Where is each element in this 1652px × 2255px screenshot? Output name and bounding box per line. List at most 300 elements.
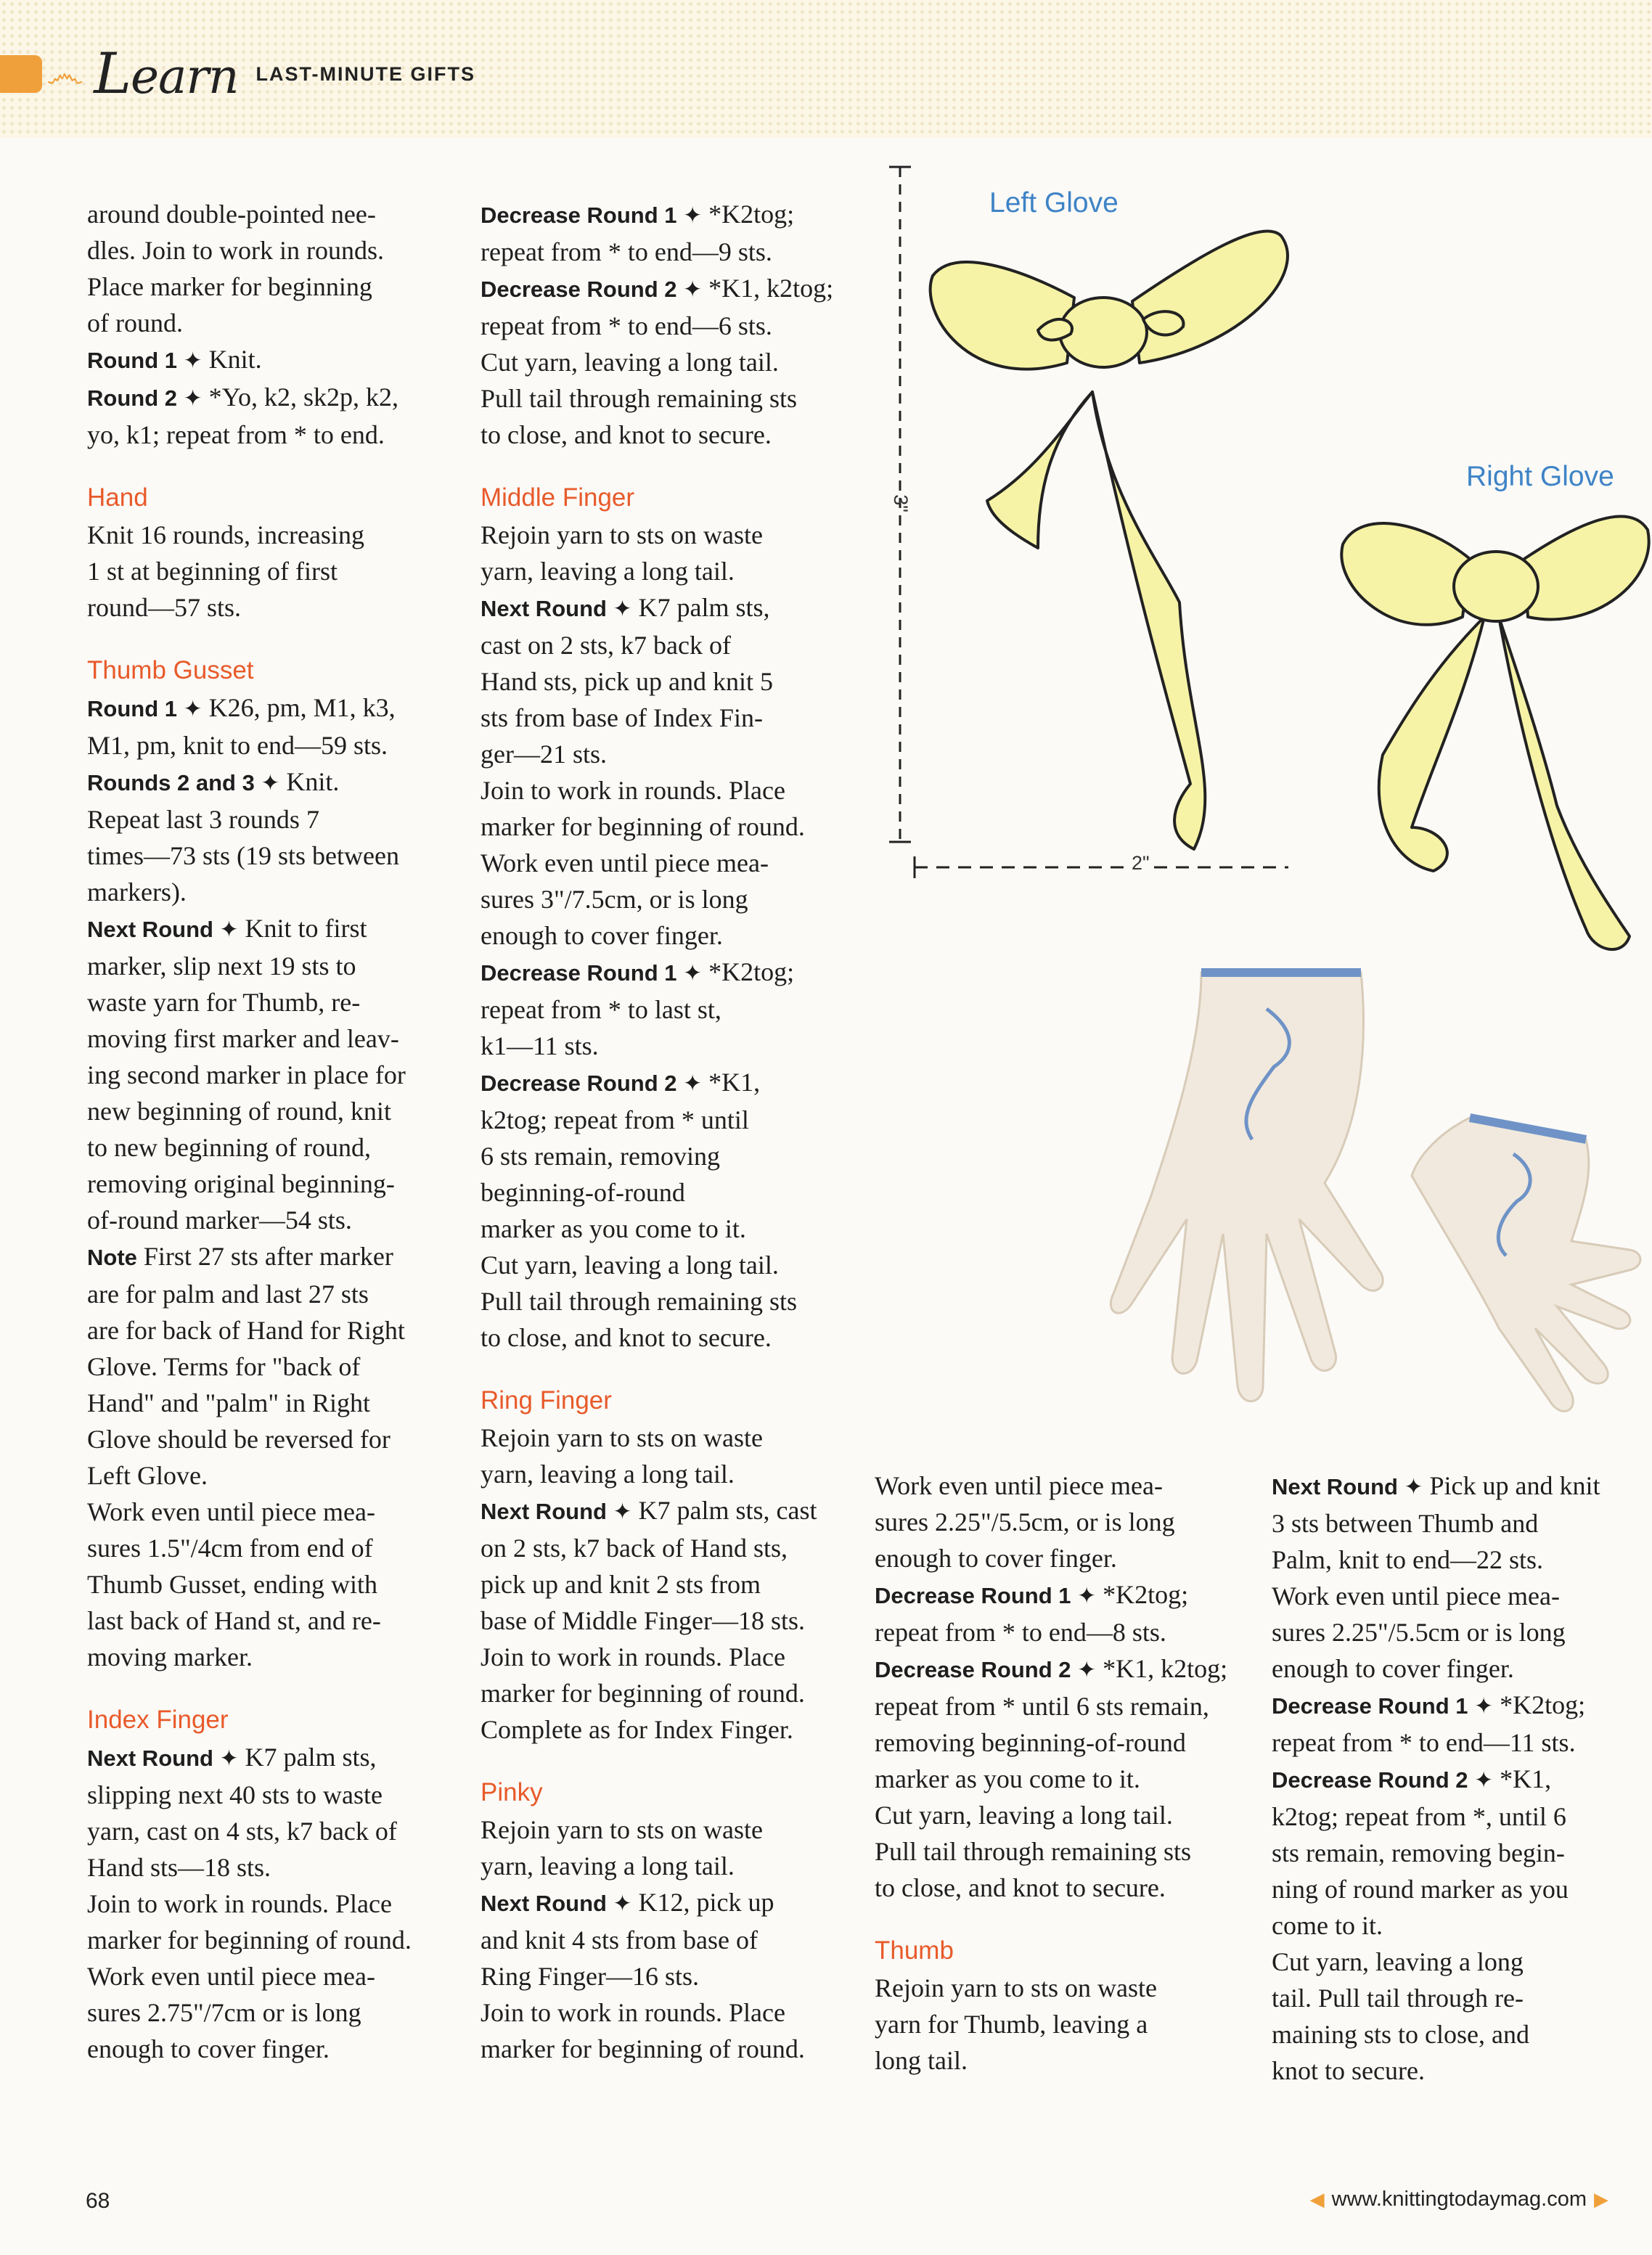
line-text: Work even until piece mea- xyxy=(875,1471,1163,1500)
line-text: K7 palm sts, xyxy=(638,593,770,622)
line-text: Ring Finger xyxy=(481,1386,612,1415)
instruction-label: Note xyxy=(87,1245,137,1270)
line-text: Glove. Terms for "back of xyxy=(87,1352,361,1381)
line-text: yarn for Thumb, leaving a xyxy=(875,2010,1148,2039)
text-line xyxy=(1272,1761,1631,1798)
line-text: moving first marker and leav- xyxy=(87,1024,399,1053)
text-line xyxy=(481,1456,858,1492)
text-line xyxy=(481,663,858,700)
line-text: dles. Join to work in rounds. xyxy=(87,236,384,265)
section-heading xyxy=(87,479,450,517)
line-text: ger—21 sts. xyxy=(481,740,607,769)
text-line xyxy=(1272,1578,1631,1614)
line-text: markers). xyxy=(87,877,187,906)
website-url: www.knittingtodaymag.com xyxy=(1331,2188,1587,2211)
line-text: ning of round marker as you xyxy=(1272,1875,1569,1904)
line-text: Pinky xyxy=(481,1778,543,1806)
line-text: Hand sts, pick up and knit 5 xyxy=(481,667,773,696)
line-text: to close, and knot to secure. xyxy=(481,1323,772,1352)
left-bow xyxy=(931,231,1288,849)
text-line xyxy=(481,196,858,234)
line-text: sures 2.25"/5.5cm or is long xyxy=(1272,1618,1566,1647)
text-line xyxy=(481,845,858,881)
text-line xyxy=(87,517,450,553)
text-line xyxy=(1272,2053,1631,2089)
line-text: Left Glove. xyxy=(87,1461,208,1490)
line-text: Rejoin yarn to sts on waste xyxy=(875,1973,1157,2002)
line-text: waste yarn for Thumb, re- xyxy=(87,988,361,1017)
text-line xyxy=(481,1848,858,1884)
instruction-label: Round 2 ✦ xyxy=(87,385,203,411)
line-text: enough to cover finger. xyxy=(1272,1654,1514,1683)
line-text: slipping next 40 sts to waste xyxy=(87,1780,383,1809)
text-line xyxy=(87,589,450,626)
text-line xyxy=(481,1675,858,1711)
text-line xyxy=(875,1504,1245,1540)
line-text: Middle Finger xyxy=(481,483,635,512)
line-text: repeat from * to end—8 sts. xyxy=(875,1618,1166,1647)
text-line xyxy=(87,689,450,727)
text-line xyxy=(875,2042,1245,2079)
footer-url xyxy=(1303,2188,1616,2211)
line-text: K12, pick up xyxy=(638,1888,774,1917)
text-line xyxy=(481,1492,858,1530)
text-line xyxy=(481,1958,858,1994)
text-line xyxy=(87,1494,450,1530)
text-line xyxy=(481,589,858,627)
line-text: yarn, cast on 4 sts, k7 back of xyxy=(87,1817,397,1846)
line-text: Knit. xyxy=(286,767,340,796)
text-line xyxy=(481,1174,858,1211)
line-text: maining sts to close, and xyxy=(1272,2020,1529,2049)
text-line xyxy=(87,910,450,948)
text-line xyxy=(87,874,450,910)
text-line xyxy=(875,1833,1245,1870)
line-text: Thumb Gusset xyxy=(87,656,254,684)
instruction-label: Decrease Round 2 ✦ xyxy=(481,277,703,302)
line-text: Hand" and "palm" in Right xyxy=(87,1388,371,1417)
line-text: marker for beginning of round. xyxy=(87,1925,412,1955)
text-line xyxy=(875,1614,1245,1650)
instruction-label: Decrease Round 1 ✦ xyxy=(1272,1693,1494,1719)
line-text: *K1, xyxy=(1500,1764,1552,1793)
instruction-label: Next Round ✦ xyxy=(481,1891,632,1916)
instruction-label: Decrease Round 2 ✦ xyxy=(481,1071,703,1096)
line-text: round—57 sts. xyxy=(87,593,242,622)
arrow-right-icon: ▶ xyxy=(1594,2188,1608,2210)
text-line xyxy=(1272,1505,1631,1542)
line-text: *K2tog; xyxy=(708,957,795,986)
line-text: Join to work in rounds. Place xyxy=(87,1889,392,1918)
text-line xyxy=(87,801,450,838)
line-text: are for palm and last 27 sts xyxy=(87,1280,369,1309)
text-line xyxy=(87,838,450,874)
line-text: M1, pm, knit to end—59 sts. xyxy=(87,731,388,760)
section-logo: Learn xyxy=(94,41,239,107)
glove-illustration xyxy=(860,152,1651,1459)
section-heading xyxy=(481,479,858,517)
line-text: times—73 sts (19 sts between xyxy=(87,841,399,870)
line-text: enough to cover finger. xyxy=(481,921,723,950)
line-text: Ring Finger—16 sts. xyxy=(481,1962,700,1991)
instruction-label: Decrease Round 1 ✦ xyxy=(481,960,703,986)
text-line xyxy=(87,379,450,417)
text-line xyxy=(87,1349,450,1385)
text-line xyxy=(87,269,450,305)
line-text: Pull tail through remaining sts xyxy=(875,1837,1191,1866)
text-line xyxy=(87,305,450,341)
text-line xyxy=(481,380,858,417)
text-line xyxy=(1272,1650,1631,1687)
section-heading xyxy=(875,1932,1245,1970)
line-text: tail. Pull tail through re- xyxy=(1272,1984,1524,2013)
line-text: *K2tog; xyxy=(1500,1690,1586,1719)
text-line xyxy=(87,1312,450,1349)
line-text: base of Middle Finger—18 sts. xyxy=(481,1606,805,1635)
text-line xyxy=(1272,1980,1631,2016)
instruction-label: Rounds 2 and 3 ✦ xyxy=(87,770,280,795)
line-text: *K1, k2tog; xyxy=(1103,1654,1228,1683)
line-text: marker for beginning of round. xyxy=(481,1679,805,1708)
line-text: *K2tog; xyxy=(1103,1580,1189,1609)
line-text: sures 2.25"/5.5cm, or is long xyxy=(875,1507,1175,1536)
line-text: yarn, leaving a long tail. xyxy=(481,1460,735,1489)
right-bow xyxy=(1341,516,1648,949)
text-line xyxy=(481,553,858,589)
text-line xyxy=(1272,2016,1631,2053)
line-text: K7 palm sts, cast xyxy=(638,1496,817,1525)
section-title: LAST-MINUTE GIFTS xyxy=(255,62,475,85)
instruction-label: Round 1 ✦ xyxy=(87,696,203,721)
line-text: Cut yarn, leaving a long tail. xyxy=(481,1251,779,1280)
line-text: Pick up and knit xyxy=(1429,1471,1600,1500)
height-measure: 3" xyxy=(889,494,912,512)
line-text: ing second marker in place for xyxy=(87,1060,406,1089)
text-line xyxy=(87,1530,450,1566)
line-text: Cut yarn, leaving a long xyxy=(1272,1947,1524,1976)
line-text: First 27 sts after marker xyxy=(143,1242,393,1271)
line-text: Palm, knit to end—22 sts. xyxy=(1272,1545,1544,1574)
text-line xyxy=(87,341,450,379)
text-line xyxy=(87,1421,450,1457)
line-text: Rejoin yarn to sts on waste xyxy=(481,520,763,549)
text-line xyxy=(1272,1944,1631,1980)
line-text: *K1, xyxy=(708,1068,761,1097)
text-line xyxy=(87,1603,450,1639)
page-header xyxy=(0,41,475,107)
line-text: cast on 2 sts, k7 back of xyxy=(481,631,731,660)
text-line xyxy=(87,1129,450,1166)
text-line xyxy=(481,1247,858,1283)
left-glove xyxy=(1111,973,1383,1401)
text-line xyxy=(87,1994,450,2031)
text-line xyxy=(481,1319,858,1356)
line-text: pick up and knit 2 sts from xyxy=(481,1570,761,1599)
line-text: K26, pm, M1, k3, xyxy=(208,693,396,722)
instruction-label: Next Round ✦ xyxy=(481,596,632,621)
text-line xyxy=(87,1639,450,1675)
line-text: k2tog; repeat from * until xyxy=(481,1105,749,1134)
text-line xyxy=(875,1468,1245,1504)
line-text: *K2tog; xyxy=(708,200,795,229)
text-line xyxy=(481,1028,858,1064)
text-line xyxy=(87,1057,450,1093)
text-column-4 xyxy=(1272,1468,1631,2089)
line-text: repeat from * to last st, xyxy=(481,995,721,1024)
line-text: marker for beginning of round. xyxy=(481,812,805,841)
line-text: Pull tail through remaining sts xyxy=(481,384,797,413)
text-line xyxy=(481,1566,858,1603)
text-line xyxy=(87,1886,450,1922)
text-line xyxy=(87,1566,450,1603)
line-text: of round. xyxy=(87,308,183,337)
section-heading xyxy=(87,1701,450,1739)
text-line xyxy=(87,1922,450,1958)
line-text: K7 palm sts, xyxy=(245,1743,377,1772)
text-line xyxy=(87,727,450,764)
text-line xyxy=(875,1540,1245,1576)
text-line xyxy=(875,1797,1245,1833)
right-glove xyxy=(1412,1118,1640,1411)
text-line xyxy=(87,1020,450,1057)
text-line xyxy=(87,1813,450,1849)
text-line xyxy=(1272,1724,1631,1761)
text-line xyxy=(87,1958,450,1994)
line-text: long tail. xyxy=(875,2046,968,2075)
line-text: Repeat last 3 rounds 7 xyxy=(87,805,319,834)
line-text: Knit to first xyxy=(245,914,367,943)
line-text: repeat from * to end—9 sts. xyxy=(481,237,772,266)
text-line xyxy=(87,948,450,984)
line-text: *K1, k2tog; xyxy=(708,274,834,303)
instruction-label: Next Round ✦ xyxy=(87,917,239,942)
line-text: marker as you come to it. xyxy=(481,1214,746,1243)
line-text: sures 2.75"/7cm or is long xyxy=(87,1998,361,2027)
line-text: sures 3"/7.5cm, or is long xyxy=(481,885,748,914)
line-text: Place marker for beginning xyxy=(87,272,372,301)
line-text: Hand xyxy=(87,483,148,512)
text-line xyxy=(481,1639,858,1675)
line-text: sts remain, removing begin- xyxy=(1272,1838,1565,1867)
text-line xyxy=(481,1530,858,1566)
text-line xyxy=(481,700,858,736)
instruction-label: Round 1 ✦ xyxy=(87,348,203,373)
instruction-label: Decrease Round 1 ✦ xyxy=(481,202,703,228)
line-text: removing beginning-of-round xyxy=(875,1728,1186,1757)
text-line xyxy=(481,1283,858,1319)
line-text: last back of Hand st, and re- xyxy=(87,1606,381,1635)
text-line xyxy=(481,1711,858,1748)
line-text: 3 sts between Thumb and xyxy=(1272,1509,1539,1538)
text-line xyxy=(1272,1542,1631,1578)
text-line xyxy=(481,1064,858,1102)
text-line xyxy=(481,1102,858,1138)
line-text: Rejoin yarn to sts on waste xyxy=(481,1423,763,1452)
text-line xyxy=(481,1420,858,1456)
right-glove-label: Right Glove xyxy=(1466,461,1614,492)
text-line xyxy=(87,417,450,453)
line-text: of-round marker—54 sts. xyxy=(87,1206,352,1235)
line-text: Thumb xyxy=(875,1936,954,1965)
line-text: Knit 16 rounds, increasing xyxy=(87,520,364,549)
text-line xyxy=(1272,1468,1631,1505)
text-line xyxy=(1272,1614,1631,1650)
section-heading xyxy=(481,1774,858,1812)
text-line xyxy=(481,954,858,991)
text-line xyxy=(481,772,858,809)
text-line xyxy=(1272,1798,1631,1835)
line-text: Thumb Gusset, ending with xyxy=(87,1570,377,1599)
line-text: 6 sts remain, removing xyxy=(481,1142,720,1171)
text-line xyxy=(875,1761,1245,1797)
line-text: come to it. xyxy=(1272,1911,1383,1940)
text-line xyxy=(87,1093,450,1129)
instruction-label: Next Round ✦ xyxy=(481,1499,632,1524)
text-line xyxy=(1272,1871,1631,1907)
line-text: k2tog; repeat from *, until 6 xyxy=(1272,1802,1566,1831)
line-text: yarn, leaving a long tail. xyxy=(481,557,735,586)
line-text: enough to cover finger. xyxy=(87,2034,330,2063)
text-line xyxy=(87,2031,450,2067)
line-text: sures 1.5"/4cm from end of xyxy=(87,1534,373,1563)
swirl-icon: ෴ xyxy=(46,51,84,97)
text-line xyxy=(875,1724,1245,1761)
line-text: marker, slip next 19 sts to xyxy=(87,951,356,981)
line-text: Complete as for Index Finger. xyxy=(481,1715,793,1744)
instruction-label: Decrease Round 2 ✦ xyxy=(875,1657,1097,1682)
text-line xyxy=(481,270,858,308)
text-line xyxy=(481,991,858,1028)
text-line xyxy=(87,196,450,232)
line-text: k1—11 sts. xyxy=(481,1031,599,1060)
line-text: yo, k1; repeat from * to end. xyxy=(87,420,385,449)
text-column-3 xyxy=(875,1468,1245,2079)
line-text: marker for beginning of round. xyxy=(481,2034,805,2063)
line-text: Work even until piece mea- xyxy=(87,1962,375,1991)
text-line xyxy=(87,1238,450,1276)
text-line xyxy=(481,809,858,845)
text-line xyxy=(87,553,450,589)
text-line xyxy=(87,1739,450,1777)
line-text: enough to cover finger. xyxy=(875,1544,1117,1573)
text-line xyxy=(875,1870,1245,1906)
page-number: 68 xyxy=(86,2189,110,2213)
text-line xyxy=(481,517,858,553)
header-tab xyxy=(0,55,42,93)
text-line xyxy=(87,1166,450,1202)
text-line xyxy=(87,984,450,1020)
arrow-left-icon: ◀ xyxy=(1309,2188,1325,2210)
line-text: repeat from * to end—6 sts. xyxy=(481,311,772,340)
line-text: Join to work in rounds. Place xyxy=(481,1642,785,1671)
line-text: Work even until piece mea- xyxy=(481,848,769,877)
line-text: Index Finger xyxy=(87,1706,229,1734)
section-heading xyxy=(481,1382,858,1420)
line-text: Cut yarn, leaving a long tail. xyxy=(481,348,779,377)
line-text: Glove should be reversed for xyxy=(87,1425,390,1454)
text-line xyxy=(87,1276,450,1312)
left-glove-label: Left Glove xyxy=(989,187,1119,218)
text-line xyxy=(87,1202,450,1238)
line-text: beginning-of-round xyxy=(481,1178,685,1207)
line-text: sts from base of Index Fin- xyxy=(481,703,763,732)
line-text: Knit. xyxy=(208,345,262,374)
text-line xyxy=(481,1211,858,1247)
line-text: Work even until piece mea- xyxy=(1272,1581,1560,1611)
text-line xyxy=(87,1777,450,1813)
line-text: yarn, leaving a long tail. xyxy=(481,1851,735,1880)
line-text: around double-pointed nee- xyxy=(87,200,376,229)
line-text: marker as you come to it. xyxy=(875,1764,1140,1793)
text-line xyxy=(87,1849,450,1886)
text-line xyxy=(481,1994,858,2031)
instruction-label: Next Round ✦ xyxy=(87,1746,239,1771)
line-text: removing original beginning- xyxy=(87,1169,395,1198)
line-text: 1 st at beginning of first xyxy=(87,557,338,586)
section-heading xyxy=(87,652,450,689)
text-line xyxy=(87,1457,450,1494)
text-line xyxy=(481,627,858,663)
line-text: Work even until piece mea- xyxy=(87,1497,375,1526)
line-text: Join to work in rounds. Place xyxy=(481,776,785,805)
text-line xyxy=(481,1603,858,1639)
line-text: to close, and knot to secure. xyxy=(875,1873,1166,1902)
text-line xyxy=(875,1970,1245,2006)
text-line xyxy=(875,1576,1245,1614)
text-line xyxy=(481,344,858,380)
text-line xyxy=(481,736,858,772)
line-text: Cut yarn, leaving a long tail. xyxy=(875,1801,1173,1830)
text-line xyxy=(481,1884,858,1922)
text-line xyxy=(1272,1687,1631,1724)
instruction-label: Decrease Round 2 ✦ xyxy=(1272,1767,1494,1793)
text-line xyxy=(481,1922,858,1958)
line-text: new beginning of round, knit xyxy=(87,1097,391,1126)
text-column-2 xyxy=(481,196,858,2067)
instruction-label: Next Round ✦ xyxy=(1272,1474,1423,1499)
text-line xyxy=(875,1688,1245,1724)
line-text: to new beginning of round, xyxy=(87,1133,371,1162)
text-line xyxy=(481,234,858,270)
line-text: knot to secure. xyxy=(1272,2056,1425,2085)
text-line xyxy=(481,308,858,344)
line-text: Hand sts—18 sts. xyxy=(87,1853,271,1882)
text-column-1 xyxy=(87,196,450,2067)
text-line xyxy=(481,2031,858,2067)
line-text: Join to work in rounds. Place xyxy=(481,1998,785,2027)
text-line xyxy=(875,1650,1245,1688)
text-line xyxy=(481,917,858,954)
line-text: and knit 4 sts from base of xyxy=(481,1925,758,1955)
text-line xyxy=(1272,1907,1631,1944)
line-text: repeat from * to end—11 sts. xyxy=(1272,1728,1576,1757)
text-line xyxy=(481,881,858,917)
text-line xyxy=(87,764,450,801)
line-text: moving marker. xyxy=(87,1642,253,1671)
text-line xyxy=(87,232,450,269)
line-text: repeat from * until 6 sts remain, xyxy=(875,1692,1209,1721)
text-line xyxy=(87,1385,450,1421)
bow-and-glove-drawing xyxy=(860,152,1651,1459)
line-text: to close, and knot to secure. xyxy=(481,420,772,449)
instruction-label: Decrease Round 1 ✦ xyxy=(875,1583,1097,1608)
text-line xyxy=(1272,1835,1631,1871)
text-line xyxy=(481,1812,858,1848)
line-text: *Yo, k2, sk2p, k2, xyxy=(208,382,398,412)
text-line xyxy=(481,417,858,453)
text-line xyxy=(875,2006,1245,2042)
width-measure: 2" xyxy=(1127,852,1154,875)
